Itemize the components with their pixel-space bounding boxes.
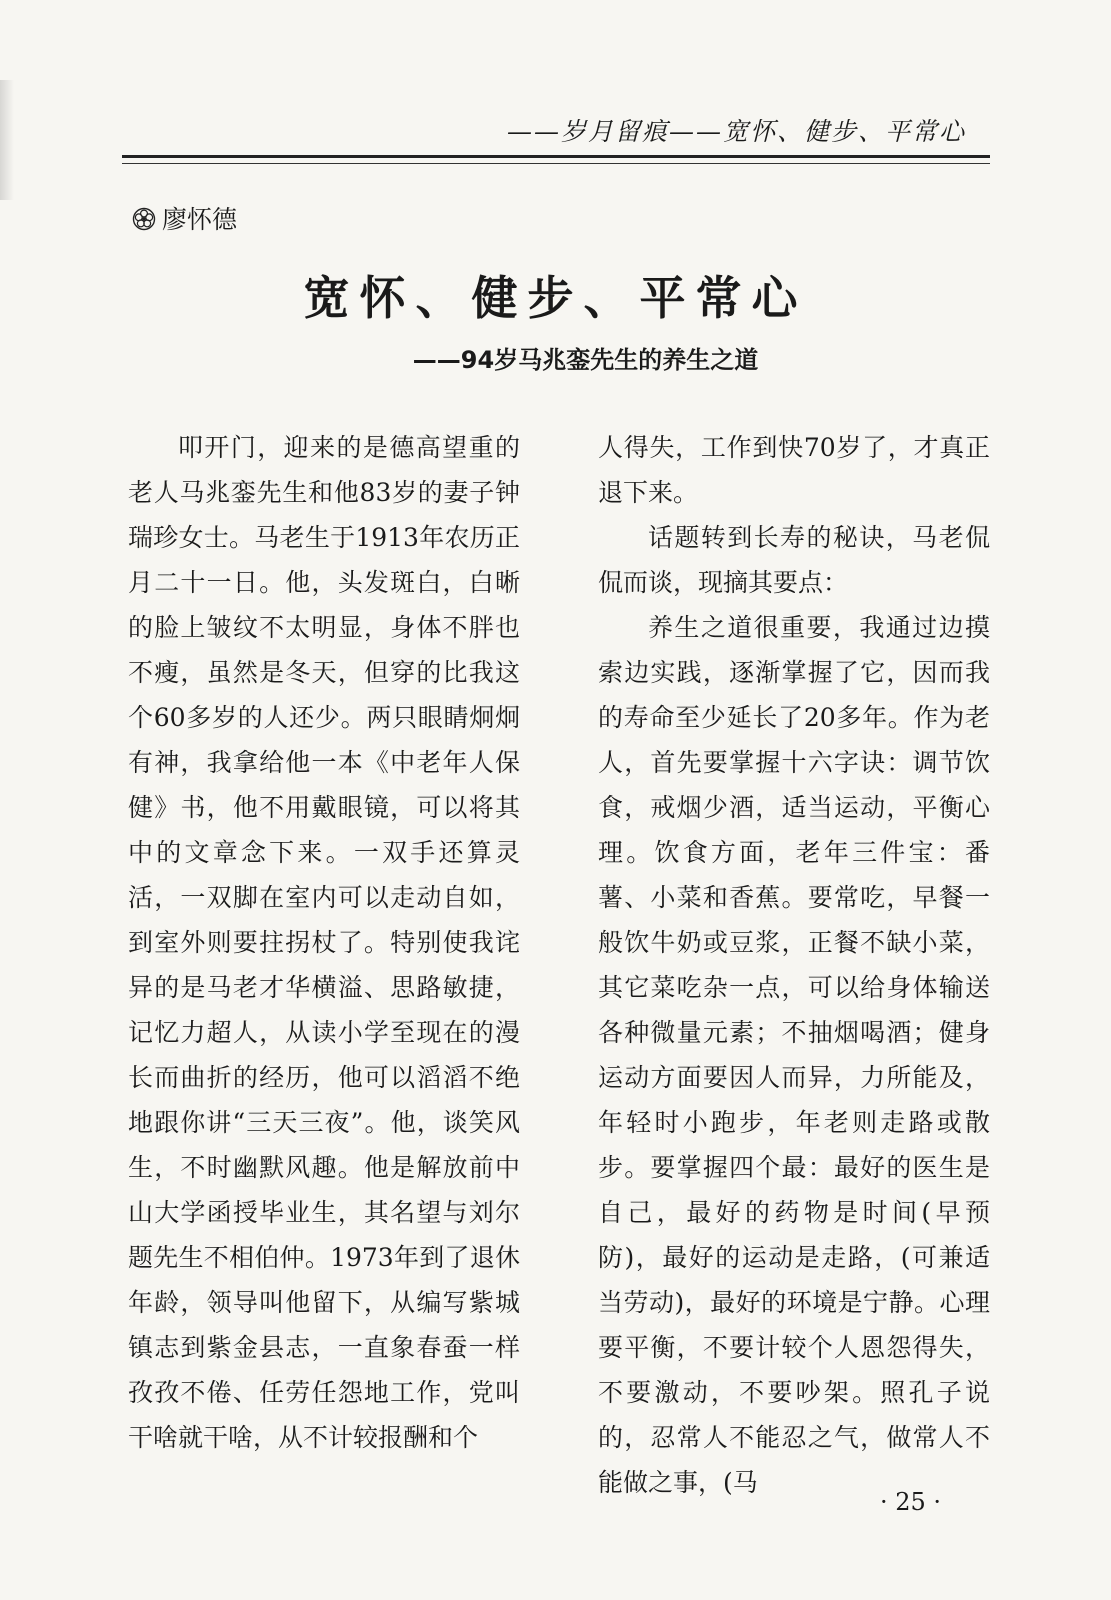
- flower-icon: [132, 207, 156, 231]
- paragraph-continuation: 人得失，工作到快70岁了，才真正退下来。: [598, 433, 990, 507]
- paragraph: 话题转到长寿的秘诀，马老侃侃而谈，现摘其要点：: [598, 523, 990, 597]
- paragraph: 叩开门，迎来的是德高望重的老人马兆銮先生和他83岁的妻子钟瑞珍女士。马老生于1913年农历正月二十一日。他，头发斑白，白晰的脸上皱纹不太明显，身体不胖也不瘦，虽然是冬天，但穿的比我这个60多岁的人还少。两只眼睛炯炯有神，我拿给他一本《中老年人保健》书，他不用戴眼镜，可以将其中的文章念下来。一双手还算灵活，一双脚在室内可以走动自如，到室外则要拄拐杖了。特别使我诧异的是马老才华横溢、思路敏捷，记忆力超人，从读小学至现在的漫长而曲折的经历，他可以滔滔不绝地跟你讲“三天三夜”。他，谈笑风生，不时幽默风趣。他是解放前中山大学函授毕业生，其名望与刘尔题先生不相伯仲。1973年到了退休年龄，领导叫他留下，从编写紫城镇志到紫金县志，一直象春蚕一样孜孜不倦、任劳任怨地工作，党叫干啥就干啥，从不计较报酬和个: [128, 433, 520, 1452]
- scan-edge-shadow: [0, 80, 14, 200]
- running-header: ——岁月留痕——宽怀、健步、平常心: [506, 117, 966, 146]
- article-subtitle: ——94岁马兆銮先生的养生之道: [412, 346, 759, 374]
- left-column: [128, 425, 520, 1460]
- page-number: · 25 ·: [880, 1488, 942, 1516]
- paragraph: 养生之道很重要，我通过边摸索边实践，逐渐掌握了它，因而我的寿命至少延长了20多年。作为老人，首先要掌握十六字诀：调节饮食，戒烟少酒，适当运动，平衡心理。饮食方面，老年三件宝：番薯、小菜和香蕉。要常吃，早餐一般饮牛奶或豆浆，正餐不缺小菜，其它菜吃杂一点，可以给身体输送各种微量元素；不抽烟喝酒；健身运动方面要因人而异，力所能及，年轻时小跑步，年老则走路或散步。要掌握四个最：最好的医生是自己，最好的药物是时间(早预防)，最好的运动是走路，(可兼适当劳动)，最好的环境是宁静。心理要平衡，不要计较个人恩怨得失，不要激动，不要吵架。照孔子说的，忍常人不能忍之气，做常人不能做之事，(马: [598, 613, 990, 1497]
- header-rule-thin: [122, 163, 990, 164]
- article-title: 宽怀、健步、平常心: [303, 271, 808, 325]
- header-rule-thick: [122, 155, 990, 158]
- author-name: 廖怀德: [162, 205, 238, 234]
- right-column: [598, 425, 990, 1505]
- author-byline: [132, 200, 237, 236]
